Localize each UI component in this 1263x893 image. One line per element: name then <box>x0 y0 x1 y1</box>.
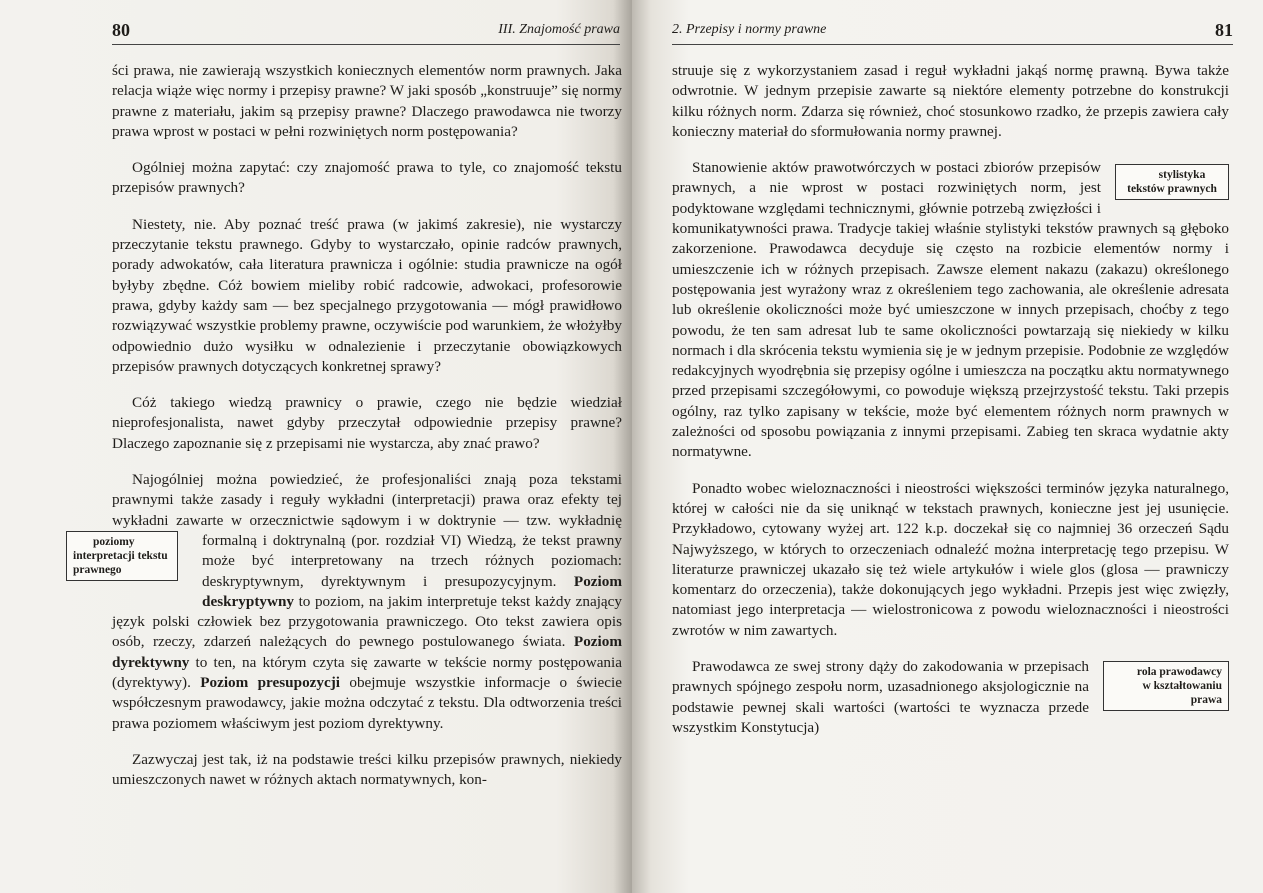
right-paragraph: struuje się z wykorzystaniem zasad i reguł wykładni jakąś normę prawną. Bywa także odwrotnie. W jednym przepisie zawarte są niektóre elementy potrzebne do konstrukcji kilku różnych norm. Zdarza się również, choć stosunkowo rzadko, że przepis zawiera cały konieczny materiał do sformułowania normy prawnej. <box>672 62 1229 140</box>
left-paragraph: Zazwyczaj jest tak, iż na podstawie treści kilku przepisów prawnych, niekiedy umieszczonych nawet w różnych aktach normatywnych, kon- <box>112 750 622 789</box>
right-page-header <box>672 20 1233 45</box>
right-text-column <box>672 61 1229 754</box>
left-page-header <box>112 20 620 45</box>
left-page-number: 80 <box>112 20 130 40</box>
term-directive: Poziom dyrektywny <box>112 633 622 671</box>
margin-note-slot <box>73 531 202 607</box>
left-paragraph: ści prawa, nie zawierają wszystkich koniecznych elementów norm prawnych. Jaka relacja wiąże więc normy i przepisy prawne? W jaki sposób „konstruuje” się normy prawne z materiału, jakim są przepisy prawne? Dlaczego prawodawca nie tworzy prawa wprost w postaci w pełni rozwiniętych norm postępowania? <box>112 62 622 140</box>
levels-text-d: obejmuje wszystkie informacje o świecie współczesnym prawodawcy, jakie można odczytać z tekstu. Dla odtworzenia treści prawa poziomem właściwym jest poziom dyrektywny. <box>112 674 622 732</box>
levels-text-a: prawny może być interpretowany na trzech różnych poziomach: deskryptywnym, dyrektywnym i presupozycyjnym. <box>202 531 622 590</box>
levels-text-c: to ten, na którym czyta się zawarte w tekście normy postępowania (dyrektywy). <box>112 653 622 692</box>
left-paragraph: Niestety, nie. Aby poznać treść prawa (w jakimś zakresie), nie wystarczy przeczytanie tekstu prawnego. Gdyby to wystarczało, opinie radców prawnych, porady adwokatów, cała literatura prawnicza i ogólnie: studia prawnicze na ogół byłyby zbędne. Cóż bowiem mieliby robić radcowie, adwokaci, profesorowie prawa, gdyby każdy sam — bez specjalnego przygotowania — mógł prawidłowo rozwiązywać wszystkie problemy prawne, oczywiście pod warunkiem, że włożyłby odpowiednio dużo wysiłku w odnalezienie i przeczytanie obowiązkowych przepisów prawnych dotyczących konkretnej sprawy? <box>112 215 622 375</box>
left-text-column <box>73 61 622 807</box>
right-page <box>632 0 1263 893</box>
term-presupposition: Poziom presupozycji <box>200 674 341 692</box>
term-descriptive: Poziom deskryptywny <box>202 572 622 610</box>
margin-note-stylistics: stylistyka tekstów prawnych <box>1115 164 1229 200</box>
left-running-head: III. Znajomość prawa <box>498 22 620 37</box>
right-paragraph: Ponadto wobec wieloznaczności i nieostrości większości terminów języka naturalnego, której w całości nie da się uniknąć w tekstach prawnych, konieczne jest jej usunięcie. Przykładowo, cytowany wyżej art. 122 k.p. doczekał się co najmniej 36 orzeczeń Sądu Najwyższego, w których to orzeczeniach odnaleźć można interpretację tego przepisu. W literaturze prawniczej ukazało się też wiele artykułów i wiele glos (glosa — prawniczy komentarz do orzeczenia), także dokonujących jego wykładni. Przepis jest więc zwięzły, natomiast jego interpretacja — wielostronicowa z powodu wieloznaczności i nieostrości zwrotów w nim zawartych. <box>672 479 1229 639</box>
levels-text-b: to poziom, na jakim interpretuje tekst każdy znający język polski człowiek bez przygotowania prawniczego. Oto tekst zawiera opis osób, rzeczy, zdarzeń należących do pewnego postulowanego świata. <box>112 592 622 651</box>
right-paragraph-stylistics <box>672 158 1229 462</box>
left-paragraph: Cóż takiego wiedzą prawnicy o prawie, czego nie będzie wiedział nieprofesjonalista, nawet gdyby przeczytał odpowiednie przepisy prawne? Dlaczego zapoznanie się z przepisami nie wystarcza, aby znać prawo? <box>112 394 622 452</box>
margin-note-lawmaker: rola prawodawcy w kształtowaniu prawa <box>1103 661 1229 711</box>
right-page-number: 81 <box>1215 20 1233 40</box>
right-paragraph-lawmaker <box>672 657 1229 738</box>
left-paragraph: Ogólniej można zapytać: czy znajomość prawa to tyle, co znajomość tekstu przepisów prawnych? <box>112 159 622 197</box>
levels-intro: Najogólniej można powiedzieć, że profesjonaliści znają poza tekstami prawnymi także zasady i reguły wykładni (interpretacji) prawa oraz efekty tej wykładni zawarte w orzecznictwie sądowym i w doktrynie — tzw. wykładnię formalną i doktrynalną (por. rozdział VI) Wiedzą, że tekst <box>112 471 622 549</box>
left-paragraph-levels <box>73 470 622 734</box>
margin-note-levels: poziomy interpretacji tekstu prawnego <box>66 531 178 581</box>
lawmaker-text: Prawodawca ze swej strony dąży do zakodowania w przepisach prawnych spójnego zespołu norm, uzasadnionego aksjologicznie na podstawie pewnej skali wartości (wartości te wyznacza przede wszystkim Konstytucja) <box>672 658 1089 736</box>
right-running-head: 2. Przepisy i normy prawne <box>672 22 827 37</box>
stylistics-text: Stanowienie aktów prawotwórczych w postaci zbiorów przepisów prawnych, a nie wprost w postaci rozwiniętych norm, jest podyktowane względami technicznymi, głównie potrzebą zwięzłości i komunikatywności prawa. Tradycje takiej właśnie stylistyki tekstów prawnych są głęboko zakorzenione. Prawodawca decyduje się często na rozbicie elementów normy i umieszczenie ich w różnych przepisach. Zawsze element nakazu (zakazu) określonego postępowania jest wyrażony wraz z określeniem tego zachowania, ale określenie adresata lub określenie okoliczności może być umieszczone w innych przepisach, choćby z tego powodu, że ten sam adresat lub te same okoliczności powtarzają się niekiedy w kilku normach i dla skrócenia tekstu wymienia się je w jednym przepisie. Podobnie ze względów redakcyjnych wyodrębnia się przepisy ogólne i umieszcza na początku aktu normatywnego przed przepisami szczegółowymi, co powoduje większą przejrzystość tekstu. Taki przepis ogólny, raz tylko zapisany w tekście, może być elementem różnych norm prawnych w zależności od sposobu powiązania z innymi przepisami. Zabieg ten skraca wydatnie akty normatywne. <box>672 159 1229 461</box>
